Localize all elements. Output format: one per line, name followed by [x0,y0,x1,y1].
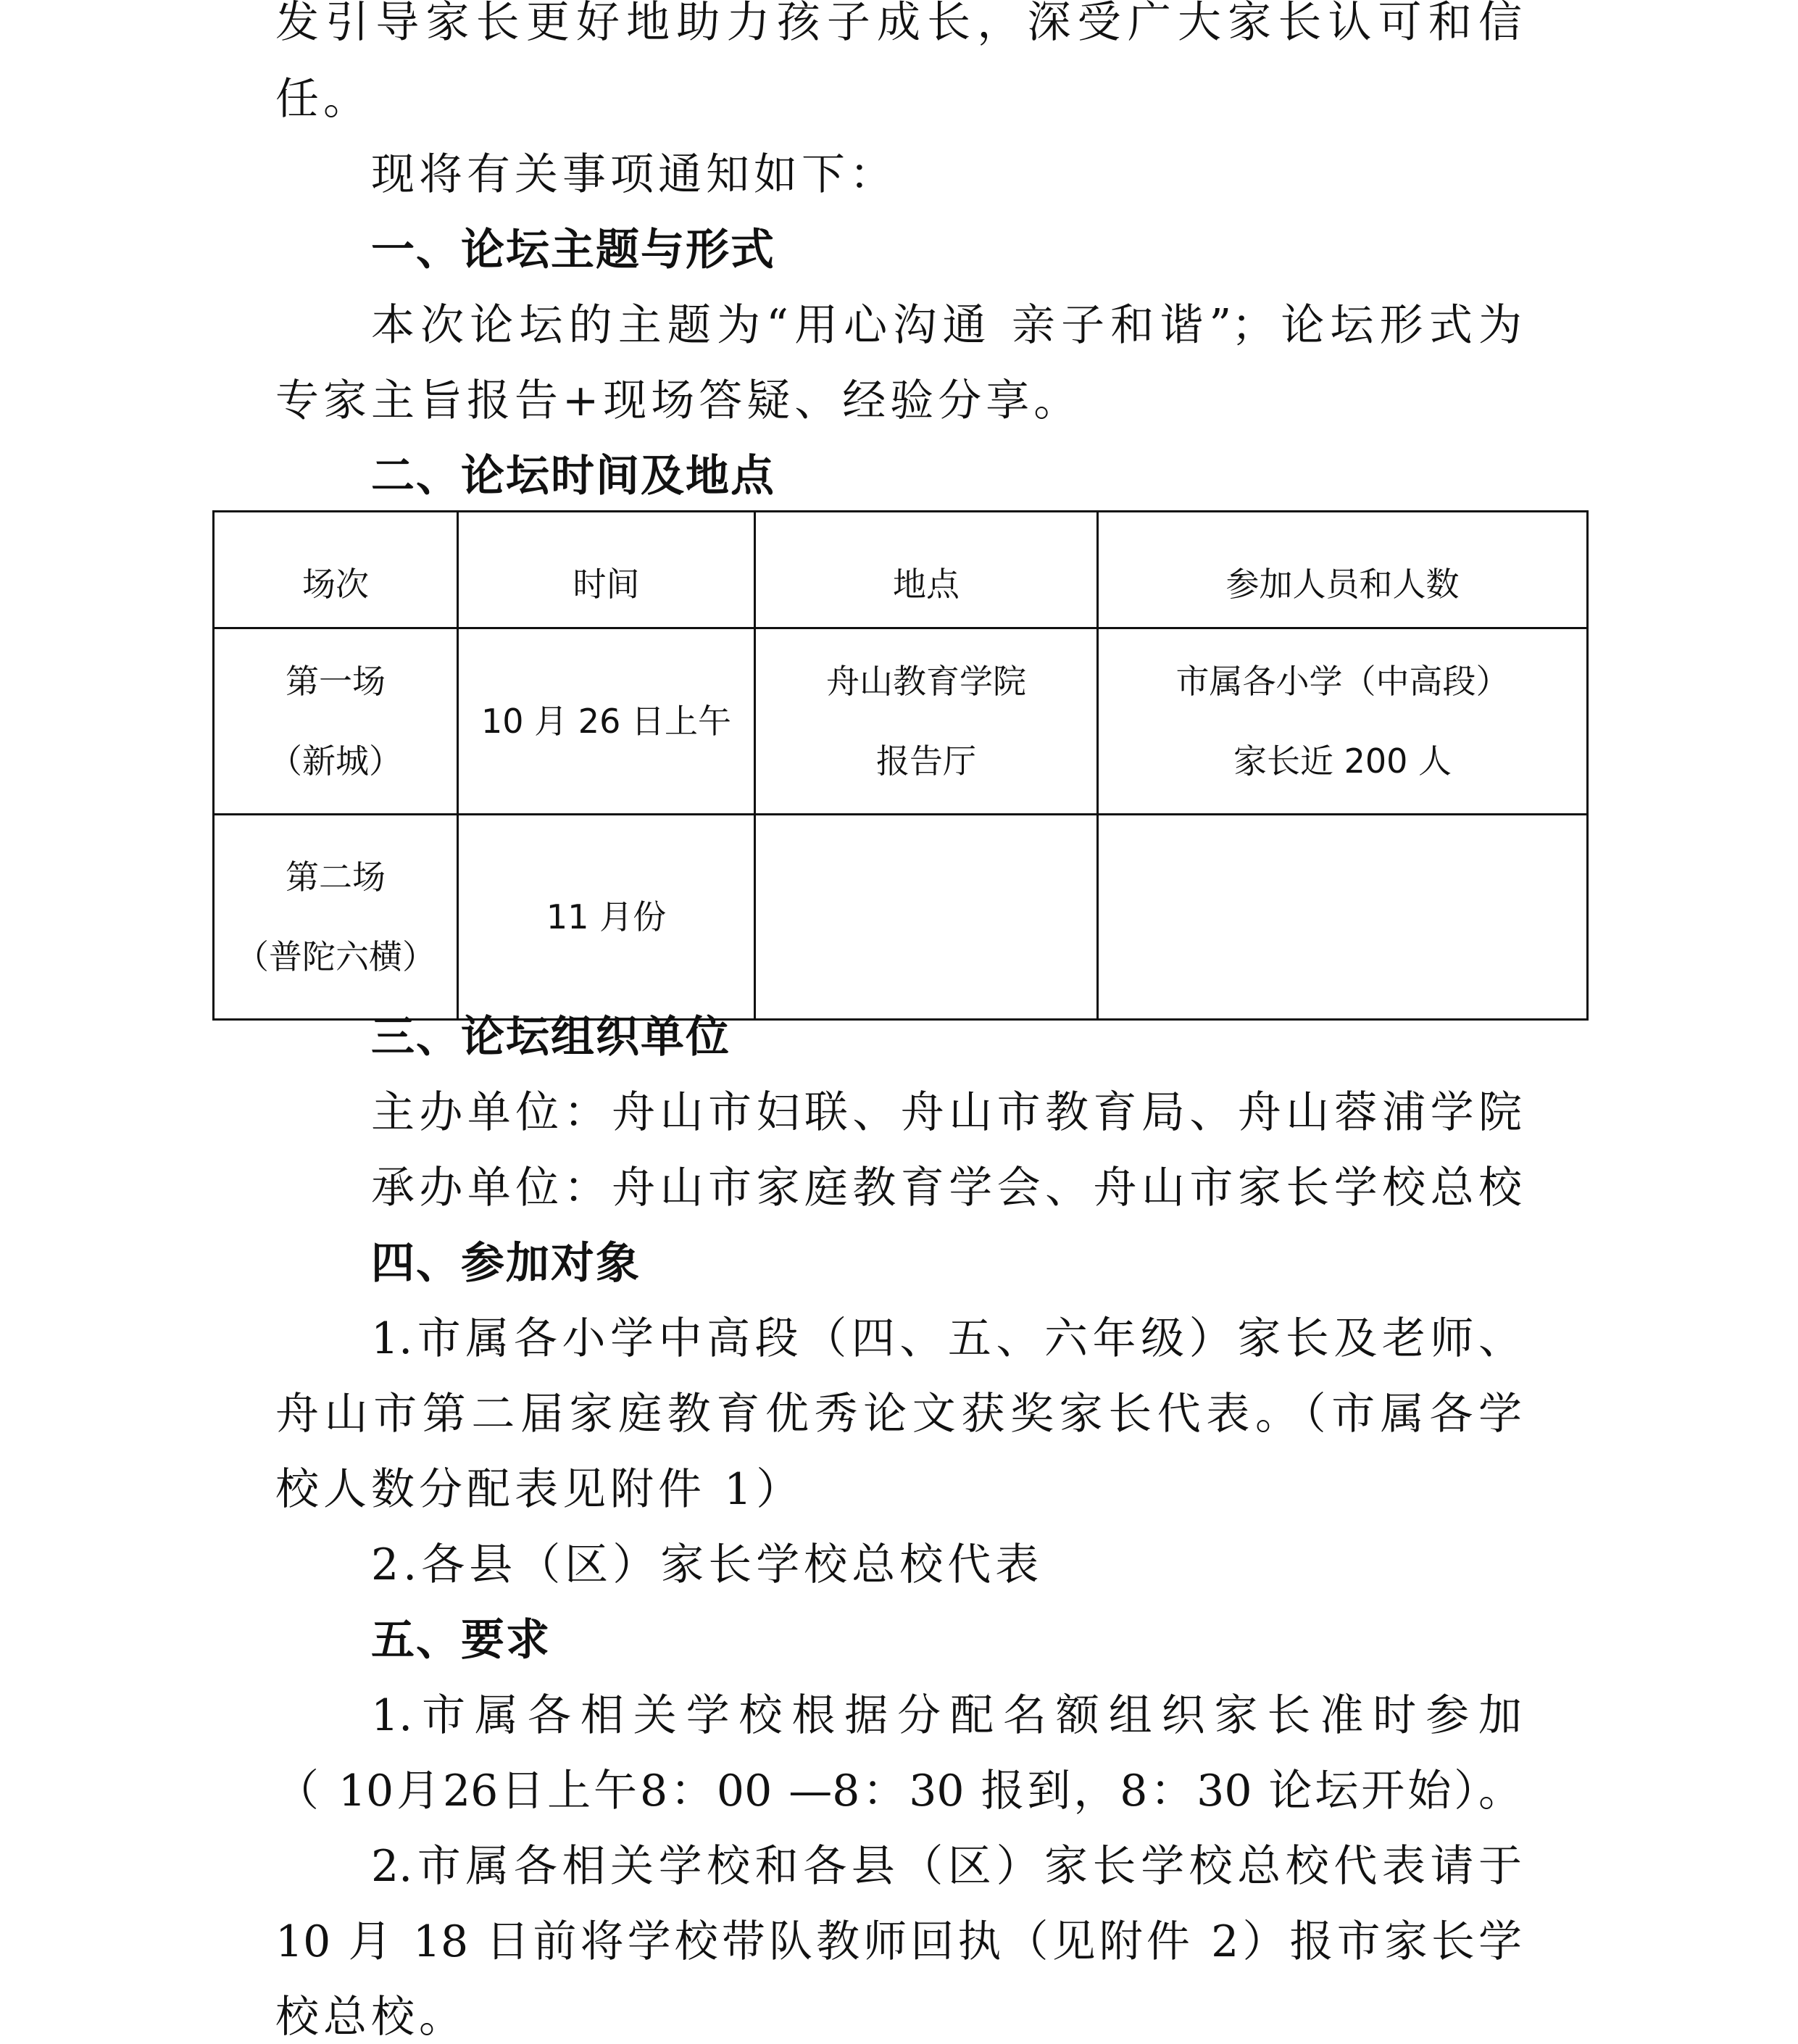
header-venue: 地点 [755,512,1098,628]
attendees-cell [1098,628,1588,815]
venue-line-2: 报告厅 [876,741,976,781]
section-4-item-2: 2.各县（区）家长学校总校代表 [371,1540,1044,1590]
time-cell: 11 月份 [458,815,755,1020]
section-3-heading: 三、论坛组织单位 [371,1012,731,1063]
section-3-organizer: 承办单位：舟山市家庭教育学会、舟山市家长学校总校 [371,1163,1522,1213]
section-4-item-1-line-3: 校人数分配表见附件 1） [275,1464,804,1515]
attendees-line-2: 家长近 200 人 [1233,741,1452,781]
session-name: 第一场 [286,662,386,701]
notice-text: 现将有关事项通知如下： [371,149,897,200]
venue-line-1: 舟山教育学院 [826,662,1026,701]
intro-line-2: 任。 [275,74,371,125]
venue-cell [755,628,1098,815]
section-5-item-2-line-1: 2.市属各相关学校和各县（区）家长学校总校代表请于 [371,1841,1522,1892]
section-1-heading: 一、论坛主题与形式 [371,225,775,275]
table-row [214,815,1588,1020]
section-5-item-1-line-1: 1.市属各相关学校根据分配名额组织家长准时参加 [371,1690,1522,1741]
header-attendees: 参加人员和人数 [1098,512,1588,628]
section-5-item-1-line-2: （ 10月26日上午8：00 —8：30 报到，8：30 论坛开始）。 [275,1766,1522,1816]
section-5-item-2-line-2: 10 月 18 日前将学校带队教师回执（见附件 2）报市家长学 [275,1916,1522,1967]
section-4-item-1-line-2: 舟山市第二届家庭教育优秀论文获奖家长代表。（市属各学 [275,1389,1522,1439]
table-header-row [214,512,1588,628]
time-cell: 10 月 26 日上午 [458,628,755,815]
session-location: （普陀六横） [236,937,436,976]
section-1-line-2: 专家主旨报告+现场答疑、经验分享。 [275,375,1082,426]
intro-line-1: 发引导家长更好地助力孩子成长，深受广大家长认可和信 [275,0,1522,48]
schedule-table [212,510,1589,1021]
session-cell [214,628,458,815]
header-session: 场次 [214,512,458,628]
attendees-line-1: 市属各小学（中高段） [1175,662,1510,701]
session-cell [214,815,458,1020]
section-2-heading: 二、论坛时间及地点 [371,451,775,502]
session-name: 第二场 [286,857,386,897]
venue-cell [755,815,1098,1020]
section-3-host: 主办单位：舟山市妇联、舟山市教育局、舟山蓉浦学院 [371,1087,1522,1138]
section-4-item-1-line-1: 1.市属各小学中高段（四、五、六年级）家长及老师、 [371,1313,1522,1364]
section-1-line-1: 本次论坛的主题为“用心沟通 亲子和谐”；论坛形式为 [371,300,1522,351]
section-5-heading: 五、要求 [371,1615,551,1666]
section-4-heading: 四、参加对象 [371,1238,641,1289]
section-5-item-2-line-3: 校总校。 [275,1992,467,2043]
header-time: 时间 [458,512,755,628]
session-location: （新城） [269,741,402,781]
attendees-cell [1098,815,1588,1020]
table-row [214,628,1588,815]
